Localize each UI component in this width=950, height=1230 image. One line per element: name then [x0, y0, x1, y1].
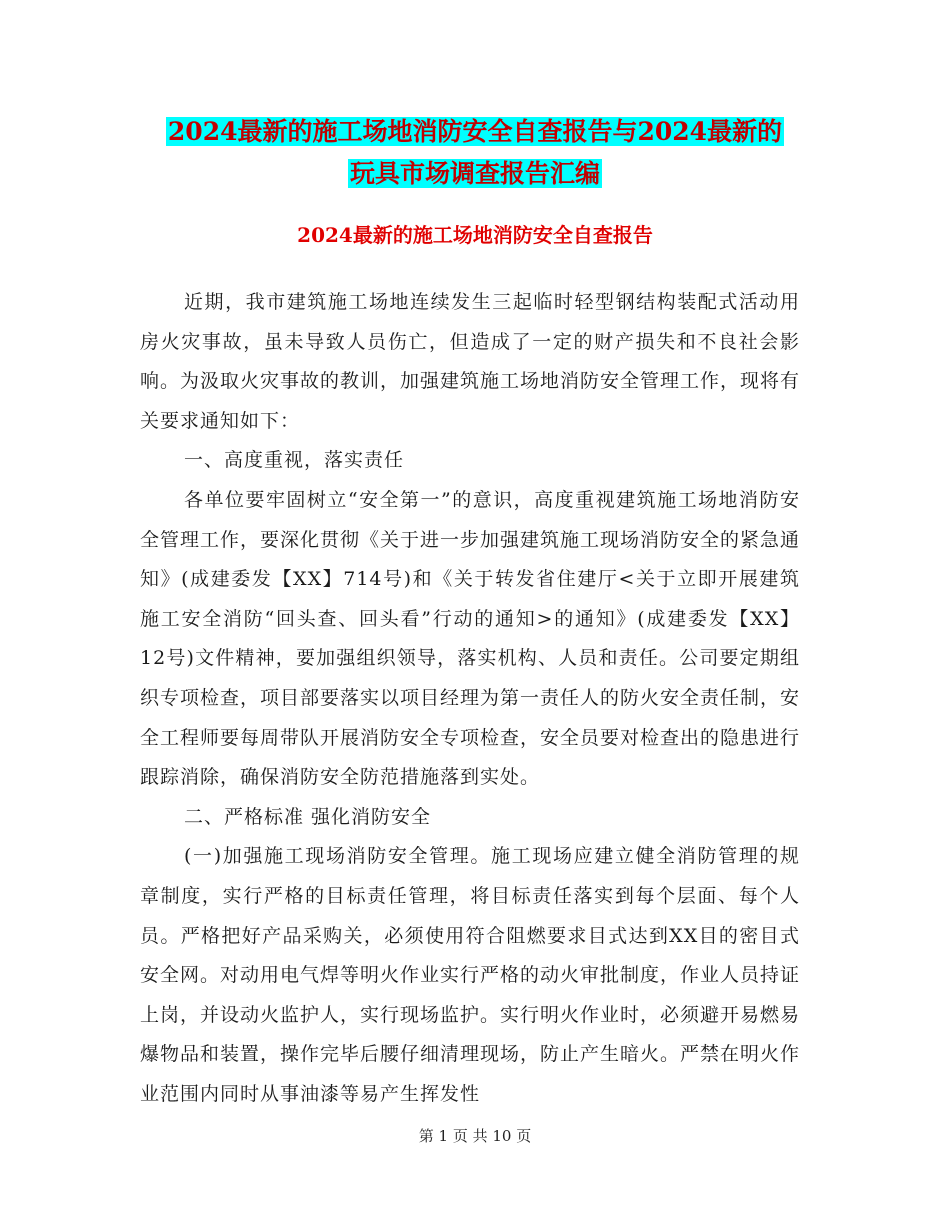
heading-section-1: 一、高度重视，落实责任: [184, 449, 405, 472]
body-text: [140, 283, 800, 1114]
section-title: 2024最新的施工场地消防安全自查报告: [297, 223, 653, 247]
paragraph-intro: 近期，我市建筑施工场地连续发生三起临时轻型钢结构装配式活动用房火灾事故，虽未导致人员伤亡，但造成了一定的财产损失和不良社会影响。为汲取火灾事故的教训，加强建筑施工场地消防安全管理工作，现将有关要求通知如下：: [140, 291, 801, 432]
paragraph-section-2-1: (一)加强施工现场消防安全管理。施工现场应建立健全消防管理的规章制度，实行严格的目标责任管理，将目标责任落实到每个层面、每个人员。严格把好产品采购关，必须使用符合阻燃要求目式达到XX目的密目式安全网。对动用电气焊等明火作业实行严格的动火审批制度，作业人员持证上岗，并设动火监护人，实行现场监护。实行明火作业时，必须避开易燃易爆物品和装置，操作完毕后腰仔细清理现场，防止产生暗火。严禁在明火作业范围内同时从事油漆等易产生挥发性: [140, 845, 801, 1105]
page-footer: 第 1 页 共 10 页: [418, 1127, 532, 1145]
heading-section-2: 二、严格标准 强化消防安全: [184, 805, 432, 828]
title-highlight: 2024最新的施工场地消防安全自查报告与2024最新的: [167, 117, 783, 146]
main-title-line-2: [0, 154, 950, 194]
title-highlight: 玩具市场调查报告汇编: [349, 159, 600, 188]
paragraph-section-1: 各单位要牢固树立“安全第一”的意识，高度重视建筑施工场地消防安全管理工作，要深化贯彻《关于进一步加强建筑施工现场消防安全的紧急通知》(成建委发【XX】714号)和《关于转发省住建厅<关于立即开展建筑施工安全消防“回头查、回头看”行动的通知>的通知》(成建委发【XX】 12号)文件精神，要加强组织领导，落实机构、人员和责任。公司要定期组织专项检查，项目部要落实以项目经理为第一责任人的防火安全责任制，安全工程师要每周带队开展消防安全专项检查，安全员要对检查出的隐患进行跟踪消除，确保消防安全防范措施落到实处。: [140, 488, 801, 789]
main-title-line-1: [0, 112, 950, 152]
